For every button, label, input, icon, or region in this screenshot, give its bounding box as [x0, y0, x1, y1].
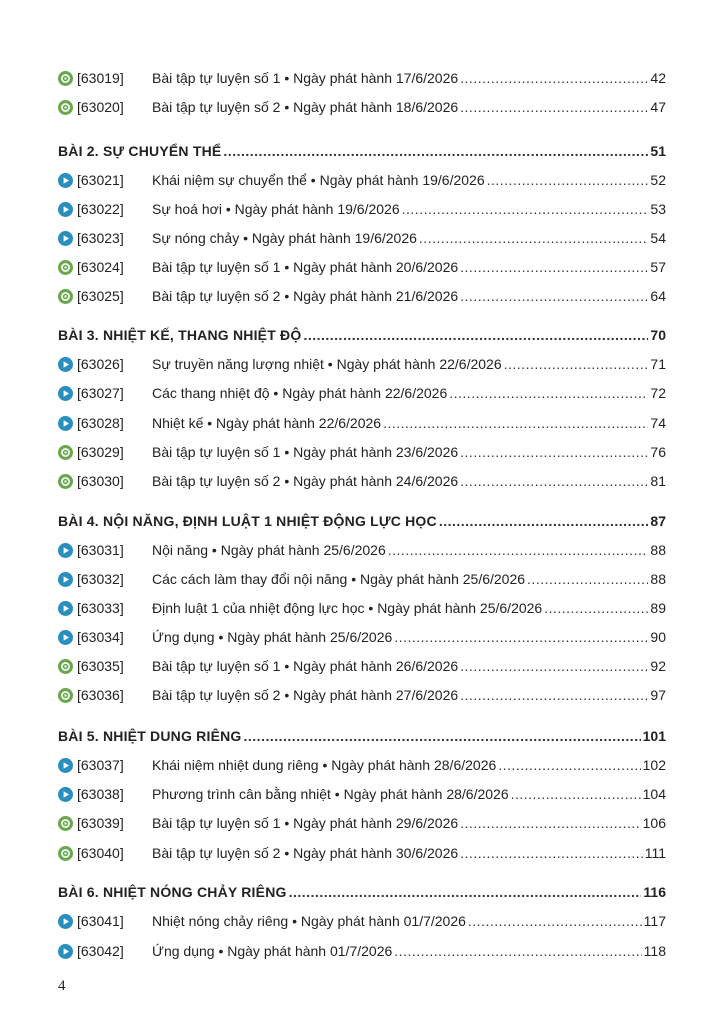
practice-icon: [58, 445, 73, 460]
lesson-title: Định luật 1 của nhiệt động lực học • Ngày phát hành 25/6/2026: [152, 600, 543, 616]
lesson-title: Khái niệm nhiệt dung riêng • Ngày phát hành 28/6/2026: [152, 757, 497, 773]
lesson-title: Bài tập tự luyện số 2 • Ngày phát hành 24/6/2026: [152, 473, 459, 489]
lesson-code: [63027]: [77, 385, 124, 401]
page-ref: 97: [650, 687, 666, 703]
lesson-title: Phương trình cân bằng nhiệt • Ngày phát hành 28/6/2026: [152, 786, 509, 802]
lesson-title: Khái niệm sự chuyển thể • Ngày phát hành 19/6/2026: [152, 172, 485, 188]
lesson-code: [63040]: [77, 845, 124, 861]
dot-leader: [544, 598, 648, 618]
dot-leader: [460, 257, 648, 277]
lesson-title: Các thang nhiệt độ • Ngày phát hành 22/6/2026: [152, 385, 448, 401]
page-ref: 111: [644, 845, 666, 861]
lesson-title: Bài tập tự luyện số 1 • Ngày phát hành 23/6/2026: [152, 444, 459, 460]
page-ref: 92: [650, 658, 666, 674]
lesson-code: [63034]: [77, 629, 124, 645]
toc-entry[interactable]: [58, 257, 666, 277]
dot-leader: [383, 413, 648, 433]
practice-icon: [58, 100, 73, 115]
page-ref: 101: [642, 728, 666, 744]
video-icon: [58, 173, 73, 188]
lesson-title: Bài tập tự luyện số 2 • Ngày phát hành 21/6/2026: [152, 288, 459, 304]
toc-entry[interactable]: [58, 228, 666, 248]
lesson-code: [63037]: [77, 757, 124, 773]
toc-entry[interactable]: [58, 813, 666, 833]
page-ref: 74: [650, 415, 666, 431]
toc-section-heading[interactable]: [58, 511, 666, 531]
lesson-title: Sự truyền năng lượng nhiệt • Ngày phát hành 22/6/2026: [152, 356, 502, 372]
section-title: BÀI 4. NỘI NĂNG, ĐỊNH LUẬT 1 NHIỆT ĐỘNG LỰC HỌC: [58, 513, 437, 529]
page-ref: 54: [650, 230, 666, 246]
practice-icon: [58, 688, 73, 703]
practice-icon: [58, 289, 73, 304]
practice-icon: [58, 659, 73, 674]
lesson-code: [63038]: [77, 786, 124, 802]
lesson-code: [63026]: [77, 356, 124, 372]
toc-entry[interactable]: [58, 755, 666, 775]
page-ref: 88: [650, 542, 666, 558]
dot-leader: [388, 540, 649, 560]
dot-leader: [460, 685, 648, 705]
page-ref: 117: [643, 913, 666, 929]
video-icon: [58, 914, 73, 929]
practice-icon: [58, 816, 73, 831]
lesson-code: [63021]: [77, 172, 124, 188]
lesson-title: Nhiệt nóng chảy riêng • Ngày phát hành 01/7/2026: [152, 913, 466, 929]
lesson-title: Bài tập tự luyện số 1 • Ngày phát hành 26/6/2026: [152, 658, 459, 674]
toc-entry[interactable]: [58, 685, 666, 705]
video-icon: [58, 944, 73, 959]
toc-entry[interactable]: [58, 354, 666, 374]
toc-section-heading[interactable]: [58, 882, 666, 902]
lesson-code: [63031]: [77, 542, 124, 558]
lesson-title: Các cách làm thay đổi nội năng • Ngày phát hành 25/6/2026: [152, 571, 526, 587]
toc-entry[interactable]: [58, 383, 666, 403]
page-ref: 89: [650, 600, 666, 616]
lesson-title: Bài tập tự luyện số 2 • Ngày phát hành 18/6/2026: [152, 99, 459, 115]
lesson-code: [63025]: [77, 288, 124, 304]
dot-leader: [487, 170, 649, 190]
lesson-code: [63033]: [77, 600, 124, 616]
video-icon: [58, 386, 73, 401]
lesson-code: [63022]: [77, 201, 124, 217]
section-title: BÀI 3. NHIỆT KẾ, THANG NHIỆT ĐỘ: [58, 327, 302, 343]
lesson-code: [63042]: [77, 943, 124, 959]
toc-section-heading[interactable]: [58, 325, 666, 345]
dot-leader: [460, 68, 648, 88]
toc-entry[interactable]: [58, 540, 666, 560]
page-ref: 102: [642, 757, 666, 773]
toc-section-heading[interactable]: [58, 726, 666, 746]
lesson-code: [63028]: [77, 415, 124, 431]
dot-leader: [244, 726, 641, 746]
lesson-code: [63041]: [77, 913, 124, 929]
dot-leader: [468, 911, 642, 931]
dot-leader: [460, 471, 648, 491]
section-title: BÀI 6. NHIỆT NÓNG CHẢY RIÊNG: [58, 884, 287, 900]
page-ref: 57: [650, 259, 666, 275]
lesson-code: [63039]: [77, 815, 124, 831]
page-ref: 47: [650, 99, 666, 115]
dot-leader: [303, 325, 648, 345]
dot-leader: [419, 228, 649, 248]
lesson-code: [63020]: [77, 99, 124, 115]
lesson-code: [63032]: [77, 571, 124, 587]
lesson-title: Sự nóng chảy • Ngày phát hành 19/6/2026: [152, 230, 417, 246]
toc-entry[interactable]: [58, 598, 666, 618]
lesson-code: [63029]: [77, 444, 124, 460]
lesson-title: Ứng dụng • Ngày phát hành 25/6/2026: [152, 629, 393, 645]
toc-entry[interactable]: [58, 442, 666, 462]
page-ref: 72: [650, 385, 666, 401]
dot-leader: [223, 141, 648, 161]
video-icon: [58, 601, 73, 616]
toc-entry[interactable]: [58, 911, 666, 931]
lesson-code: [63023]: [77, 230, 124, 246]
video-icon: [58, 416, 73, 431]
dot-leader: [460, 813, 640, 833]
lesson-title: Sự hoá hơi • Ngày phát hành 19/6/2026: [152, 201, 400, 217]
toc-entry[interactable]: [58, 843, 666, 863]
page-ref: 81: [650, 473, 666, 489]
lesson-code: [63019]: [77, 70, 124, 86]
page-ref: 70: [650, 327, 666, 343]
dot-leader: [460, 97, 648, 117]
dot-leader: [460, 286, 648, 306]
lesson-title: Ứng dụng • Ngày phát hành 01/7/2026: [152, 943, 393, 959]
lesson-title: Nhiệt kế • Ngày phát hành 22/6/2026: [152, 415, 382, 431]
page-ref: 71: [650, 356, 666, 372]
page-ref: 88: [650, 571, 666, 587]
lesson-title: Bài tập tự luyện số 1 • Ngày phát hành 29/6/2026: [152, 815, 459, 831]
video-icon: [58, 758, 73, 773]
lesson-title: Nội năng • Ngày phát hành 25/6/2026: [152, 542, 386, 558]
video-icon: [58, 572, 73, 587]
practice-icon: [58, 71, 73, 86]
lesson-code: [63035]: [77, 658, 124, 674]
dot-leader: [402, 199, 649, 219]
page-ref: 52: [650, 172, 666, 188]
dot-leader: [498, 755, 640, 775]
lesson-title: Bài tập tự luyện số 2 • Ngày phát hành 27/6/2026: [152, 687, 459, 703]
page-number: 4: [58, 978, 66, 994]
lesson-code: [63030]: [77, 473, 124, 489]
toc-entry[interactable]: [58, 784, 666, 804]
toc-entry[interactable]: [58, 569, 666, 589]
practice-icon: [58, 474, 73, 489]
page-ref: 90: [650, 629, 666, 645]
page-ref: 87: [650, 513, 666, 529]
video-icon: [58, 357, 73, 372]
page-ref: 116: [643, 884, 666, 900]
dot-leader: [449, 383, 648, 403]
toc-entry[interactable]: [58, 68, 666, 88]
dot-leader: [460, 843, 643, 863]
dot-leader: [460, 656, 648, 676]
dot-leader: [527, 569, 648, 589]
lesson-title: Bài tập tự luyện số 1 • Ngày phát hành 20/6/2026: [152, 259, 459, 275]
video-icon: [58, 787, 73, 802]
dot-leader: [460, 442, 648, 462]
toc-entry[interactable]: [58, 941, 666, 961]
page-ref: 106: [642, 815, 666, 831]
video-icon: [58, 630, 73, 645]
dot-leader: [504, 354, 649, 374]
toc-entry[interactable]: [58, 170, 666, 190]
video-icon: [58, 231, 73, 246]
page-ref: 53: [650, 201, 666, 217]
toc-entry[interactable]: [58, 286, 666, 306]
toc-entry[interactable]: [58, 656, 666, 676]
practice-icon: [58, 846, 73, 861]
dot-leader: [511, 784, 641, 804]
lesson-title: Bài tập tự luyện số 1 • Ngày phát hành 17/6/2026: [152, 70, 459, 86]
dot-leader: [394, 941, 641, 961]
section-title: BÀI 2. SỰ CHUYỂN THỂ: [58, 143, 222, 159]
dot-leader: [394, 627, 648, 647]
toc-section-heading[interactable]: [58, 141, 666, 161]
page-ref: 104: [642, 786, 666, 802]
toc-entry[interactable]: [58, 413, 666, 433]
video-icon: [58, 543, 73, 558]
toc-entry[interactable]: [58, 97, 666, 117]
page-ref: 118: [643, 943, 666, 959]
toc-entry[interactable]: [58, 199, 666, 219]
page-ref: 42: [650, 70, 666, 86]
section-title: BÀI 5. NHIỆT DUNG RIÊNG: [58, 728, 242, 744]
lesson-code: [63024]: [77, 259, 124, 275]
page-ref: 51: [650, 143, 666, 159]
practice-icon: [58, 260, 73, 275]
lesson-code: [63036]: [77, 687, 124, 703]
dot-leader: [439, 511, 649, 531]
page-ref: 76: [650, 444, 666, 460]
video-icon: [58, 202, 73, 217]
toc-entry[interactable]: [58, 471, 666, 491]
page-ref: 64: [650, 288, 666, 304]
toc-entry[interactable]: [58, 627, 666, 647]
dot-leader: [289, 882, 642, 902]
lesson-title: Bài tập tự luyện số 2 • Ngày phát hành 30/6/2026: [152, 845, 459, 861]
